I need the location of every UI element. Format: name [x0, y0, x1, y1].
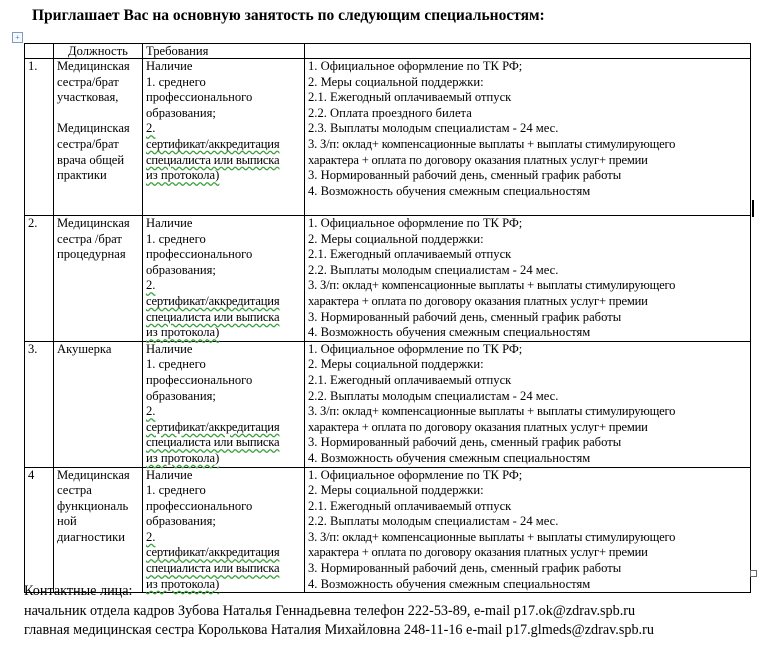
row-number: 2.	[25, 216, 54, 342]
conditions-cell: 1. Официальное оформление по ТК РФ; 2. Меры социальной поддержки: 2.1. Ежегодный оплачиваемый отпуск 2.2. Выплаты молодым специалистам - 24 мес. 3. З/п: оклад+ компенсационные выплаты + выплаты стимулирующего характера + оплата по договору оказания платных услуг+ премии 3. Нормированный рабочий день, сменный график работы 4. Возможность обучения смежным специальностям	[305, 467, 751, 593]
header-conditions	[305, 44, 751, 59]
contact-hr: начальник отдела кадров Зубова Наталья Геннадьевна телефон 222-53-89, e-mail p17.ok@zdrav.spb.ru	[24, 602, 636, 619]
table-row	[25, 341, 751, 467]
requirements-cell: Наличие 1. среднего профессионального образования; 2. сертификат/аккредитация специалиста или выписка из протокола)	[143, 341, 305, 467]
table-header-row	[25, 44, 751, 59]
header-num	[25, 44, 54, 59]
contact-head-nurse: главная медицинская сестра Королькова Наталия Михайловна 248-11-16 e-mail p17.glmeds@zdrav.spb.ru	[24, 622, 654, 638]
position-cell: Медицинская сестра функциональ ной диагностики	[54, 467, 143, 593]
text-cursor	[752, 200, 754, 217]
table-move-handle-icon[interactable]: +	[12, 32, 23, 43]
vacancies-table	[24, 43, 751, 593]
page-heading: Приглашает Вас на основную занятость по следующим специальностям:	[32, 7, 545, 24]
conditions-cell: 1. Официальное оформление по ТК РФ; 2. Меры социальной поддержки: 2.1. Ежегодный оплачиваемый отпуск 2.2. Оплата проездного билета 2.3. Выплаты молодым специалистам - 24 мес. 3. З/п: оклад+ компенсационные выплаты + выплаты стимулирующего характера + оплата по договору оказания платных услуг+ премии 3. Нормированный рабочий день, сменный график работы 4. Возможность обучения смежным специальностям	[305, 59, 751, 216]
contacts-block	[24, 582, 654, 641]
conditions-cell: 1. Официальное оформление по ТК РФ; 2. Меры социальной поддержки: 2.1. Ежегодный оплачиваемый отпуск 2.2. Выплаты молодым специалистам - 24 мес. 3. З/п: оклад+ компенсационные выплаты + выплаты стимулирующего характера + оплата по договору оказания платных услуг+ премии 3. Нормированный рабочий день, сменный график работы 4. Возможность обучения смежным специальностям	[305, 341, 751, 467]
row-number: 4	[25, 467, 54, 593]
position-cell: Акушерка	[54, 341, 143, 467]
table-row	[25, 216, 751, 342]
header-requirements: Требования	[143, 44, 305, 59]
position-cell: Медицинская сестра /брат процедурная	[54, 216, 143, 342]
row-number: 3.	[25, 341, 54, 467]
requirements-cell: Наличие 1. среднего профессионального образования; 2. сертификат/аккредитация специалиста или выписка из протокола)	[143, 467, 305, 593]
conditions-cell: 1. Официальное оформление по ТК РФ; 2. Меры социальной поддержки: 2.1. Ежегодный оплачиваемый отпуск 2.2. Выплаты молодым специалистам - 24 мес. 3. З/п: оклад+ компенсационные выплаты + выплаты стимулирующего характера + оплата по договору оказания платных услуг+ премии 3. Нормированный рабочий день, сменный график работы 4. Возможность обучения смежным специальностям	[305, 216, 751, 342]
header-position: Должность	[54, 44, 143, 59]
requirements-cell: Наличие 1. среднего профессионального образования; 2. сертификат/аккредитация специалиста или выписка из протокола)	[143, 59, 305, 216]
contacts-title: Контактные лица:	[24, 583, 133, 599]
table-resize-handle-icon[interactable]	[750, 570, 757, 577]
table-row	[25, 467, 751, 593]
row-number: 1.	[25, 59, 54, 216]
position-cell: Медицинская сестра/брат участковая, Медицинская сестра/брат врача общей практики	[54, 59, 143, 216]
table-row	[25, 59, 751, 216]
requirements-cell: Наличие 1. среднего профессионального образования; 2. сертификат/аккредитация специалиста или выписка из протокола)	[143, 216, 305, 342]
